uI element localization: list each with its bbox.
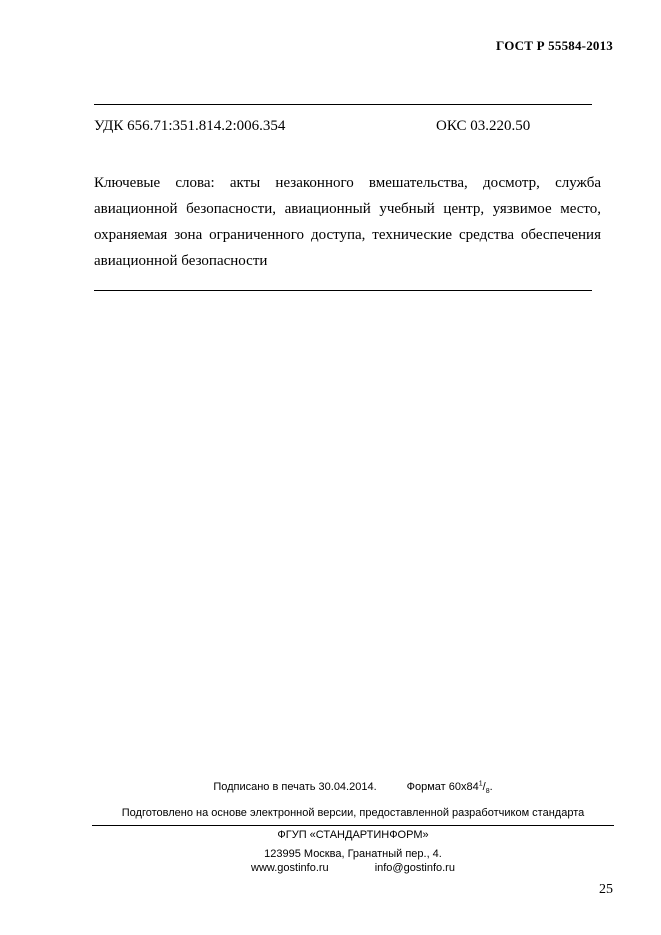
publisher-name: ФГУП «СТАНДАРТИНФОРМ» [277,829,429,841]
standard-code-header: ГОСТ Р 55584-2013 [496,38,613,53]
signed-date: Подписано в печать 30.04.2014. [213,780,377,793]
footer-divider [92,825,614,826]
publisher-contacts [92,862,614,874]
paper-format: Формат $60х84^1/_8$. [406,780,493,795]
top-divider [94,104,592,105]
print-signed-line [92,780,614,795]
prepared-note: Подготовлено на основе электронной версии, предоставленной разработчиком стандарта [121,807,585,819]
email-link[interactable]: info@gostinfo.ru [374,862,455,874]
keywords-paragraph: Ключевые слова: акты незаконного вмешательства, досмотр, служба авиационной безопасности, авиационный учебный центр, уязвимое место, охраняемая зона ограниченного доступа, технические средства обеспечения авиационной безопасности [94,175,601,269]
publisher-address: 123995 Москва, Гранатный пер., 4. [264,848,442,860]
page-number: 25 [599,882,613,897]
oks-code: ОКС 03.220.50 [436,118,531,134]
middle-divider [94,290,592,291]
udk-code: УДК 656.71:351.814.2:006.354 [94,118,286,134]
website-link[interactable]: www.gostinfo.ru [251,862,329,874]
